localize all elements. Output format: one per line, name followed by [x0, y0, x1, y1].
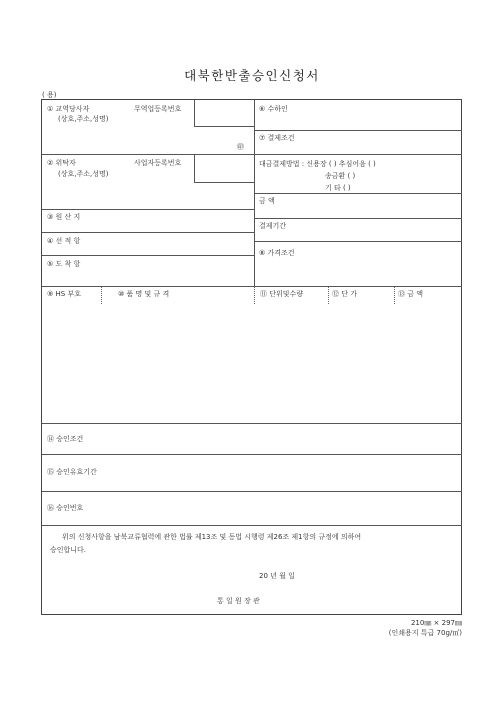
row-divider: [42, 525, 462, 526]
row-divider: [42, 423, 462, 424]
row-divider: [254, 241, 462, 242]
row-divider: [42, 232, 254, 233]
payment-method-label: 대금결제방법 : 신용장 ( ) 추심어음 ( ): [259, 160, 376, 168]
approval-condition-label: ⑭ 승인조건: [47, 435, 84, 443]
statement-line-2: 승인합니다.: [50, 546, 87, 554]
row-divider: [254, 130, 462, 131]
statement-line-1: 위의 신청사항을 남북교류협력에 관한 법률 제13조 및 동법 시행령 제26조 제1항의 규정에 의하여: [62, 533, 362, 541]
consignee-label: ⑥ 수하인: [259, 105, 288, 113]
reg-box-line: [194, 154, 195, 183]
column-separator: [394, 287, 395, 304]
row-divider: [42, 454, 462, 455]
row-divider: [254, 218, 462, 219]
paper-size: 210㎜ × 297㎜: [410, 619, 462, 627]
paper-spec: (인쇄용지 특급 70g/㎡): [388, 629, 462, 637]
row-divider: [254, 193, 462, 194]
payment-terms-label: ⑦ 결제조건: [259, 134, 295, 142]
consignor-sub: (상호,주소,성명): [58, 170, 109, 178]
payment-remit-label: 송금환 ( ): [325, 172, 356, 180]
row-divider: [254, 154, 462, 155]
column-separator: [328, 287, 329, 304]
unit-price-header: ⑫ 단 가: [332, 290, 357, 298]
approval-date: 20 년 월 일: [259, 572, 295, 580]
column-separator: [254, 287, 255, 304]
payment-other-label: 기 타 ( ): [325, 184, 351, 192]
usage-label: ( 용): [42, 91, 57, 99]
approver-title: 통 일 원 장 관: [217, 597, 260, 605]
arrival-port-label: ⑤ 도 착 항: [47, 260, 81, 268]
loading-port-label: ④ 선 적 항: [47, 237, 81, 245]
amount-label: 금 액: [259, 197, 275, 205]
row-divider: [42, 286, 462, 287]
trader-label: ① 교역당사자: [47, 105, 90, 113]
reg-box-line: [194, 182, 254, 183]
origin-label: ③ 원 산 지: [47, 213, 81, 221]
approval-validity-label: ⑮ 승인유효기간: [47, 468, 97, 476]
row-divider: [42, 255, 254, 256]
application-form: [41, 99, 462, 615]
reg-box-line: [194, 126, 254, 127]
row-divider: [42, 209, 254, 210]
price-terms-label: ⑧ 가격조건: [259, 249, 295, 257]
row-divider: [42, 491, 462, 492]
trade-reg-number-label: 무역업등록번호: [134, 105, 182, 113]
reg-box-line: [194, 100, 195, 127]
unit-qty-header: ⑪ 단위및수량: [260, 290, 304, 298]
approval-number-label: ⑯ 승인번호: [47, 504, 84, 512]
column-separator: [101, 287, 102, 304]
payment-period-label: 결제기간: [259, 222, 287, 230]
row-divider: [42, 154, 254, 155]
consignor-label: ② 위탁자: [47, 159, 76, 167]
trader-sub: (상호,주소,성명): [58, 115, 109, 123]
business-reg-number-label: 사업자등록번호: [134, 159, 182, 167]
hs-code-header: ⑨ HS 부호: [47, 290, 81, 298]
total-amount-header: ⑬ 금 액: [398, 290, 423, 298]
item-spec-header: ⑩ 품 명 및 규 격: [118, 290, 170, 298]
form-title: 대북한반출승인신청서: [184, 68, 320, 83]
seal-mark: ㊞: [237, 143, 244, 151]
